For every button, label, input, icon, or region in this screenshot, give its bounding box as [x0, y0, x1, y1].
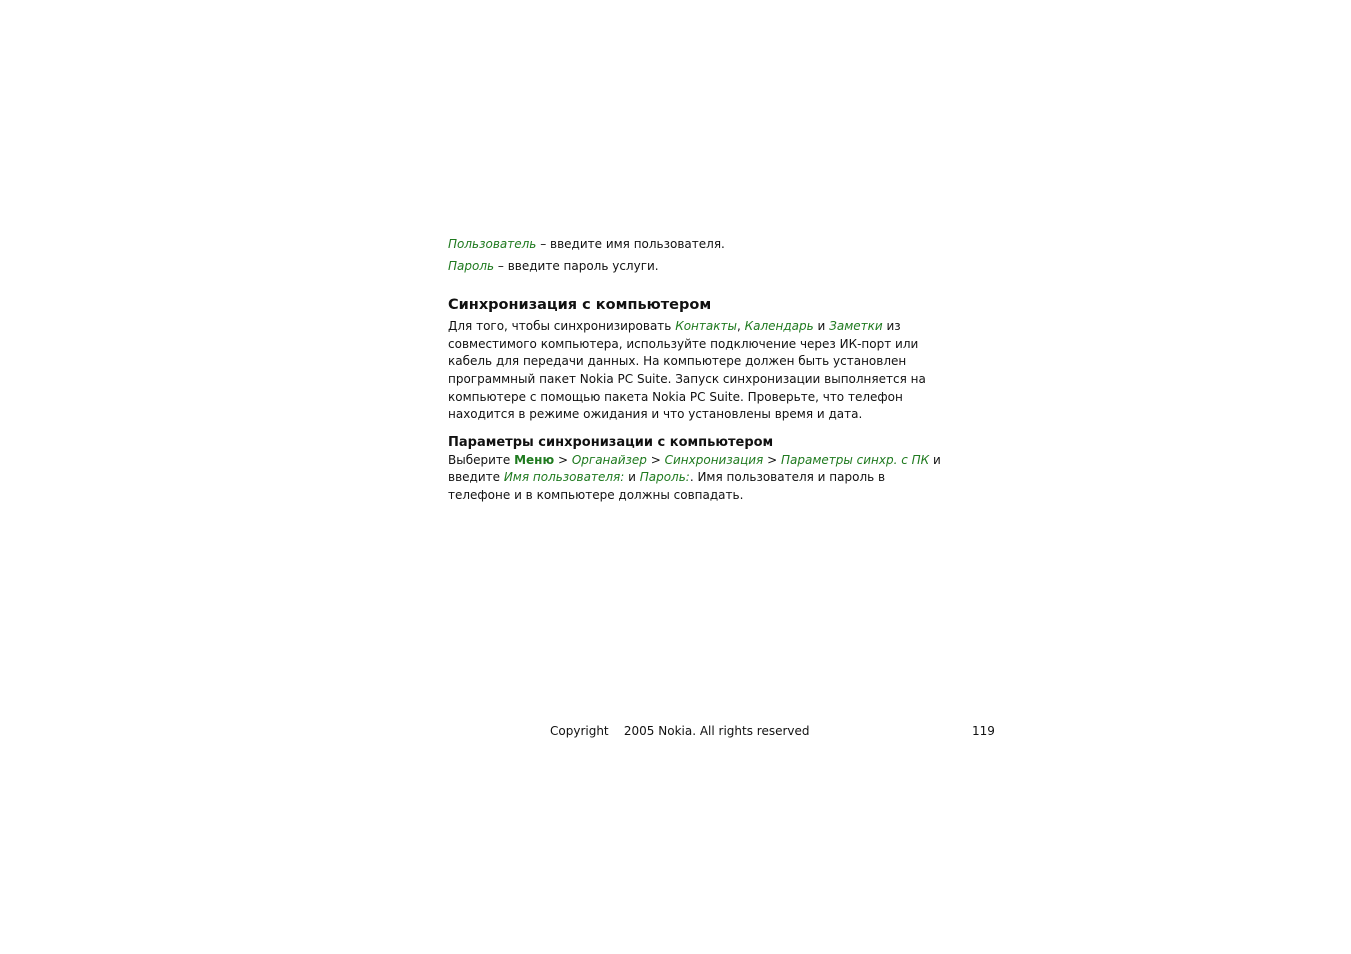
- body-text: и: [624, 470, 640, 485]
- page-number: 119: [972, 724, 995, 738]
- username-term: Имя пользователя:: [503, 470, 625, 485]
- body-text: ,: [736, 319, 745, 334]
- settings-line-2: [448, 469, 898, 487]
- body-line-3: кабель для передачи данных. На компьютере должен быть установлен: [448, 354, 907, 369]
- document-page: [448, 236, 941, 505]
- body-line-2: совместимого компьютера, используйте подключение через ИК-порт или: [448, 336, 919, 351]
- body-text: . Имя пользователя и пароль в: [689, 470, 886, 485]
- param-user-desc: – введите имя пользователя.: [536, 237, 725, 251]
- param-password-term: Пароль: [448, 258, 495, 273]
- settings-line-3: телефоне и в компьютере должны совпадать.: [448, 487, 744, 502]
- body-text: Выберите: [448, 452, 515, 467]
- body-text: из: [882, 319, 901, 334]
- settings-line-1: [448, 452, 941, 470]
- section-body-pc-sync: [448, 318, 926, 424]
- calendar-term: Календарь: [744, 319, 814, 334]
- body-line-4: программный пакет Nokia PC Suite. Запуск синхронизации выполняется на: [448, 371, 926, 386]
- pc-sync-settings-term: Параметры синхр. с ПК: [780, 452, 930, 467]
- param-password: [448, 258, 898, 276]
- organizer-term: Органайзер: [571, 452, 647, 467]
- menu-term: Меню: [514, 452, 555, 467]
- path-separator: >: [763, 452, 781, 467]
- body-text: введите: [448, 470, 504, 485]
- path-separator: >: [554, 452, 572, 467]
- footer-copyright: Copyright 2005 Nokia. All rights reserved: [550, 724, 810, 738]
- section-title-pc-sync-settings: Параметры синхронизации с компьютером: [448, 434, 774, 450]
- notes-term: Заметки: [829, 319, 883, 334]
- body-text: и: [813, 319, 830, 334]
- body-line-5: компьютере с помощью пакета Nokia PC Suite. Проверьте, что телефон: [448, 389, 903, 404]
- section-title-pc-sync: Синхронизация с компьютером: [448, 297, 712, 314]
- sync-term: Синхронизация: [664, 452, 764, 467]
- param-password-desc: – введите пароль услуги.: [494, 258, 659, 273]
- contacts-term: Контакты: [675, 319, 737, 334]
- param-user: [448, 236, 898, 254]
- body-line-1: [448, 318, 901, 336]
- body-text: Для того, чтобы синхронизировать: [448, 319, 676, 334]
- body-line-6: находится в режиме ожидания и что установлены время и дата.: [448, 407, 863, 422]
- password-term: Пароль:: [639, 470, 690, 485]
- path-separator: >: [646, 452, 665, 467]
- body-text: и: [929, 452, 941, 467]
- param-user-term: Пользователь: [448, 237, 537, 251]
- section-body-pc-sync-settings: [448, 452, 941, 505]
